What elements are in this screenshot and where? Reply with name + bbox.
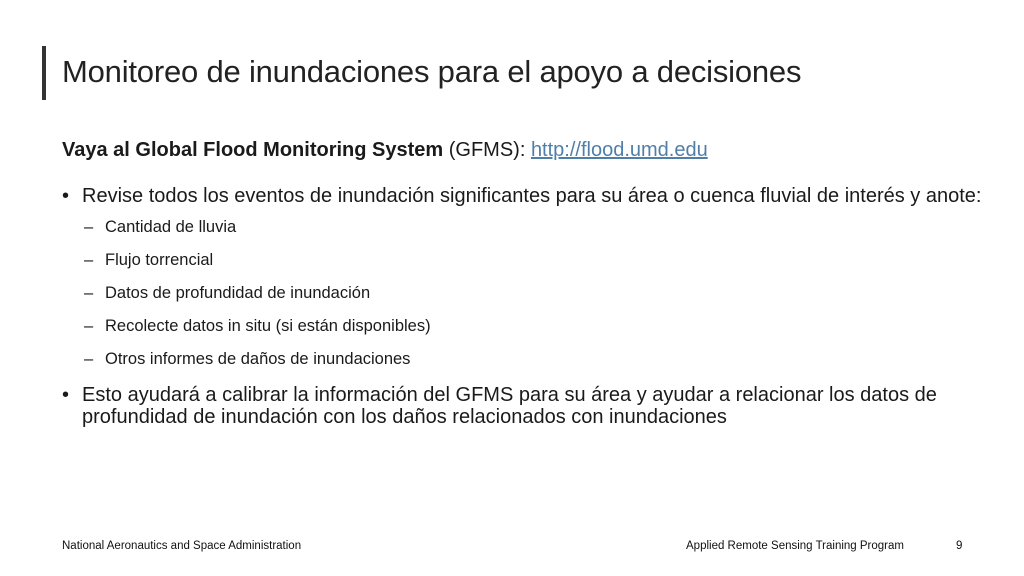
sub-item-text: Recolecte datos in situ (si están disponibles) bbox=[105, 317, 431, 335]
sub-item-text: Flujo torrencial bbox=[105, 251, 214, 269]
sub-list bbox=[62, 217, 982, 382]
bullet-text: Revise todos los eventos de inundación significantes para su área o cuenca fluvial de interés y anote: bbox=[82, 185, 982, 207]
bullet-item bbox=[62, 185, 982, 207]
bullet-item bbox=[62, 384, 982, 428]
footer-program: Applied Remote Sensing Training Program bbox=[686, 540, 904, 552]
sub-item-text: Cantidad de lluvia bbox=[105, 218, 237, 236]
intro-bold-text: Vaya al Global Flood Monitoring System bbox=[62, 139, 444, 161]
sub-item bbox=[62, 283, 982, 316]
dash-symbol: – bbox=[84, 317, 94, 335]
dash-symbol: – bbox=[84, 251, 94, 269]
intro-line bbox=[62, 139, 708, 162]
title-accent-bar bbox=[42, 46, 46, 100]
sub-item bbox=[62, 250, 982, 283]
bullet-list bbox=[62, 185, 982, 428]
intro-normal-text: (GFMS): bbox=[443, 139, 531, 161]
bullet-text: Esto ayudará a calibrar la información del GFMS para su área y ayudar a relacionar los datos de profundidad de inundación con los daños relacionados con inundaciones bbox=[82, 384, 937, 428]
gfms-link[interactable]: http://flood.umd.edu bbox=[530, 139, 708, 161]
dash-symbol: – bbox=[84, 284, 94, 302]
page-number: 9 bbox=[956, 540, 963, 552]
sub-item bbox=[62, 217, 982, 250]
footer-organization: National Aeronautics and Space Administration bbox=[62, 540, 302, 552]
slide-title: Monitoreo de inundaciones para el apoyo a decisiones bbox=[62, 54, 802, 89]
dash-symbol: – bbox=[84, 218, 94, 236]
sub-item bbox=[62, 316, 982, 349]
bullet-symbol: • bbox=[62, 384, 70, 406]
sub-item-text: Datos de profundidad de inundación bbox=[105, 284, 371, 302]
sub-item bbox=[62, 349, 982, 382]
dash-symbol: – bbox=[84, 350, 94, 368]
sub-item-text: Otros informes de daños de inundaciones bbox=[105, 350, 411, 368]
bullet-symbol: • bbox=[62, 185, 70, 207]
